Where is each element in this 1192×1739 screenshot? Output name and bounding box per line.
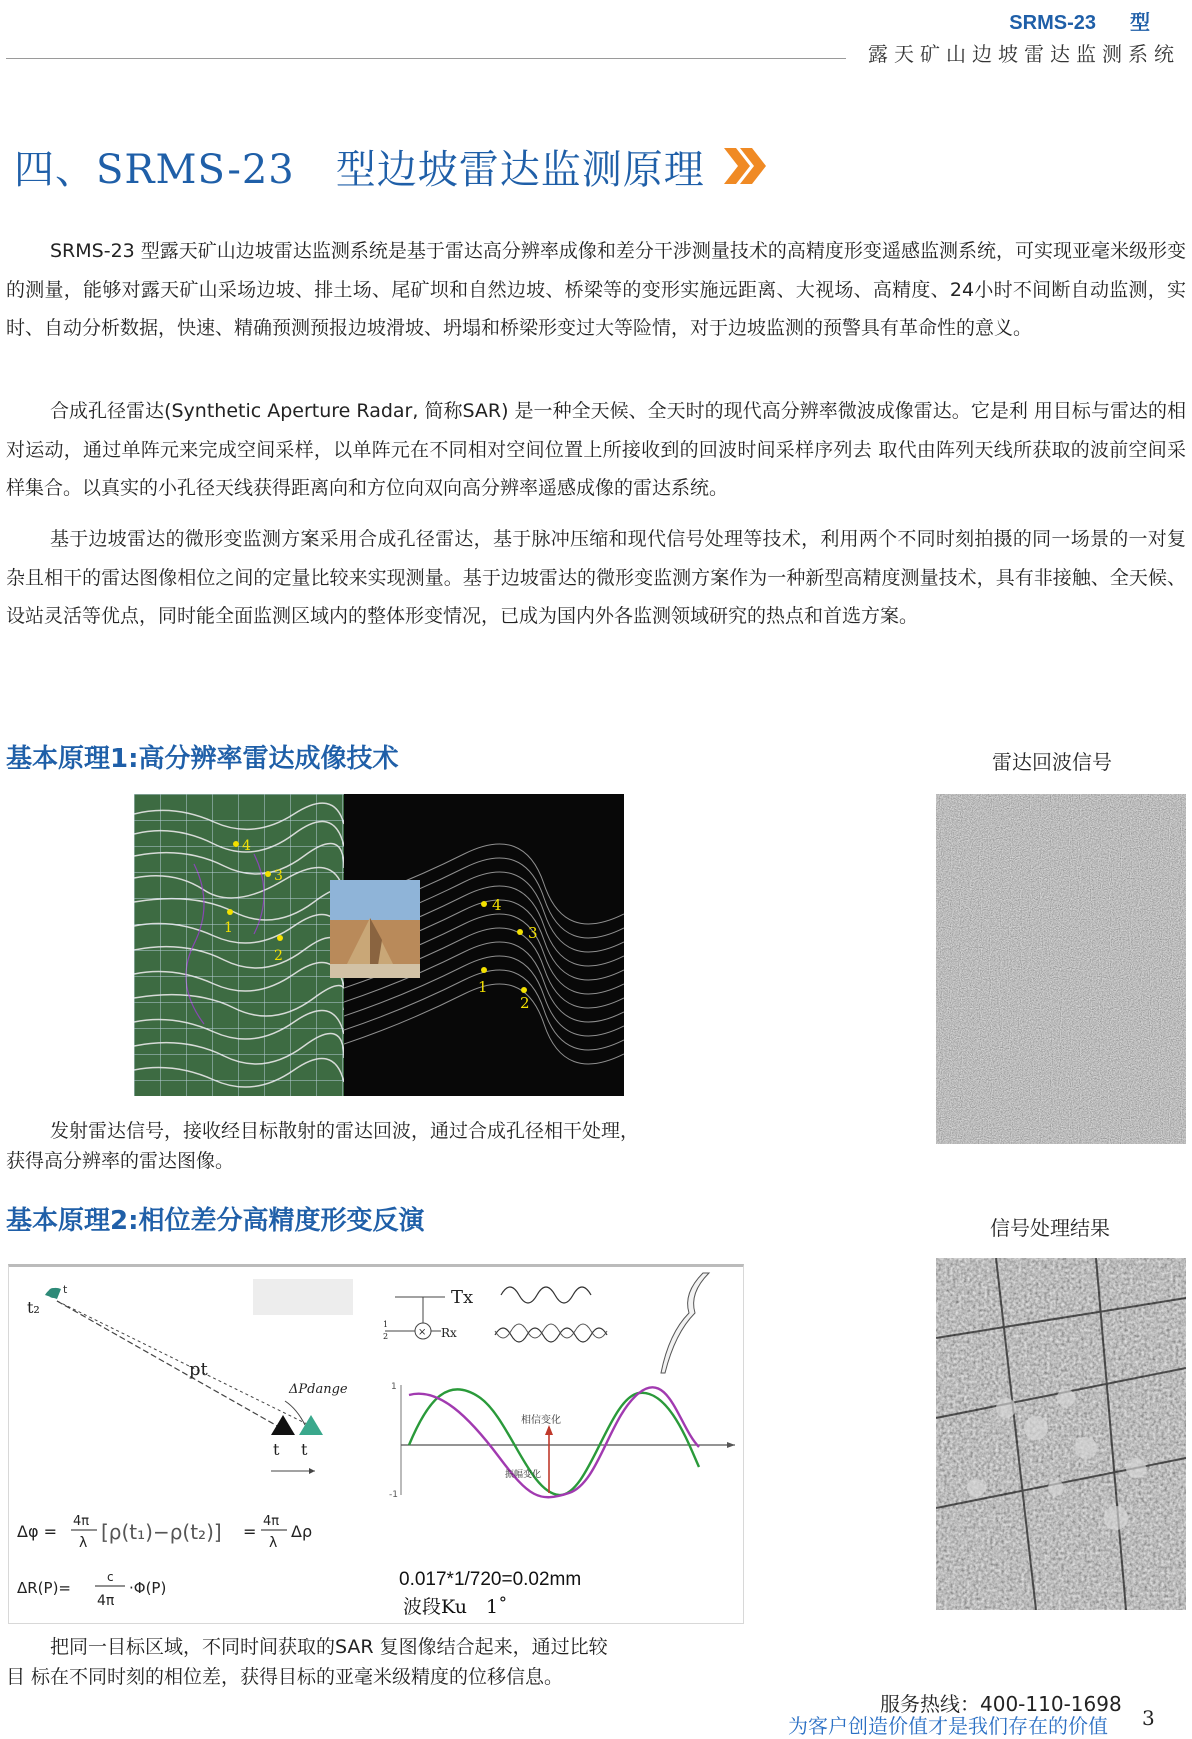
rx-label: Rx — [441, 1326, 457, 1340]
map-point-label: 1 — [224, 920, 233, 936]
delta-pdange-label: ΔPdange — [289, 1382, 348, 1397]
principle1-caption: 发射雷达信号，接收经目标散射的雷达回波，通过合成孔径相干处理， 获得高分辨率的雷达图像。 — [6, 1120, 640, 1172]
principle2-caption: 把同一目标区域，不同时间获取的SAR 复图像结合起来，通过比较 目 标在不同时刻的相位差，获得目标的亚毫米级精度的位移信息。 — [6, 1636, 608, 1688]
radar-point-label: 1 — [478, 978, 488, 996]
svg-text:λ: λ — [79, 1535, 88, 1551]
calc-text: 0.017*1/720=0.02mm — [399, 1569, 582, 1590]
svg-text:4π: 4π — [97, 1593, 115, 1609]
map-point-label: 3 — [274, 868, 283, 884]
model-type: 型 — [1130, 12, 1150, 34]
pt-label: pt — [189, 1359, 208, 1380]
sar-paragraph: 合成孔径雷达(Synthetic Aperture Radar, 简称SAR) 是一种全天候、全天时的现代高分辨率微波成像雷达。它是利 用目标与雷达的相对运动，通过单阵元来完成空间采样，以单阵元在不同相对空间位置上所接收到的回波时间采样序列去 取代由阵列天线所获取的波前空间采样集合。以真实的小孔径天线获得距离向和方位向双向高分辨率遥感成像的雷达系统。 — [6, 400, 1186, 499]
company-slogan: 为客户创造价值才是我们存在的价值 — [788, 1714, 1108, 1738]
svg-text:·Φ(P): ·Φ(P) — [129, 1579, 167, 1597]
satellite-icon — [45, 1288, 61, 1299]
svg-text:2: 2 — [383, 1332, 389, 1341]
radar-point-label: 4 — [492, 896, 502, 914]
svg-text:=: = — [243, 1522, 257, 1541]
radar-echo-caption: 雷达回波信号 — [992, 750, 1112, 774]
signal-processing-image — [936, 1258, 1186, 1610]
svg-text:c: c — [107, 1570, 114, 1584]
t1-marker: t — [273, 1440, 280, 1459]
header-model — [1009, 6, 1150, 35]
model-name: SRMS-23 — [1009, 12, 1096, 34]
principle1-heading: 基本原理1:高分辨率雷达成像技术 — [6, 744, 399, 774]
radar-point-label: 3 — [528, 924, 538, 942]
phase-difference-diagram — [8, 1264, 744, 1624]
topographic-map-image — [134, 794, 344, 1096]
processing-result-caption: 信号处理结果 — [990, 1216, 1110, 1240]
svg-text:Δρ: Δρ — [291, 1522, 313, 1541]
amplitude-change-label: 振幅变化 — [505, 1470, 542, 1480]
svg-text:ΔR(P)=: ΔR(P)= — [17, 1579, 72, 1597]
svg-text:1: 1 — [383, 1320, 389, 1329]
principle2-heading: 基本原理2:相位差分高精度形变反演 — [6, 1206, 425, 1236]
map-point-label: 2 — [274, 948, 283, 964]
svg-text:t: t — [63, 1283, 68, 1296]
svg-text:-1: -1 — [389, 1490, 398, 1500]
header-divider — [6, 58, 846, 59]
phase-change-label: 相信变化 — [521, 1415, 561, 1426]
svg-text:×: × — [418, 1327, 427, 1338]
scheme-paragraph: 基于边坡雷达的微形变监测方案采用合成孔径雷达，基于脉冲压缩和现代信号处理等技术，利用两个不同时刻拍摄的同一场景的一对复杂且相干的雷达图像相位之间的定量比较来实现测量。基于边坡雷达的微形变监测方案作为一种新型高精度测量技术，具有非接触、全天候、设站灵活等优点，同时能全面监测区域内的整体形变情况，已成为国内外各监测领域研究的热点和首选方案。 — [6, 528, 1186, 627]
t2-label: t₂ — [27, 1298, 40, 1317]
double-chevron-icon — [724, 148, 768, 184]
svg-text:4π: 4π — [73, 1514, 90, 1529]
band-text: 波段Ku 1˚ — [403, 1596, 508, 1618]
radar-echo-image — [936, 794, 1186, 1144]
slope-photo — [330, 880, 420, 978]
radar-point-label: 2 — [520, 994, 530, 1012]
svg-text:1: 1 — [391, 1382, 397, 1392]
page-number: 3 — [1142, 1706, 1155, 1730]
service-hotline: 服务热线：400-110-1698 — [880, 1692, 1122, 1716]
svg-text:λ: λ — [269, 1535, 278, 1551]
svg-text:Δφ =: Δφ = — [17, 1522, 57, 1541]
tx-label: Tx — [451, 1287, 474, 1308]
t2-marker: t — [301, 1440, 308, 1459]
map-point-label: 4 — [242, 838, 251, 854]
svg-text:4π: 4π — [263, 1514, 280, 1529]
svg-text:[ρ(t₁)−ρ(t₂)]: [ρ(t₁)−ρ(t₂)] — [101, 1520, 222, 1544]
intro-paragraph: SRMS-23 型露天矿山边坡雷达监测系统是基于雷达高分辨率成像和差分干涉测量技术的高精度形变遥感监测系统，可实现亚毫米级形变的测量，能够对露天矿山采场边坡、排土场、尾矿坝和自然边坡、桥梁等的变形实施远距离、大视场、高精度、24小时不间断自动监测，实时、自动分析数据，快速、精确预测预报边坡滑坡、坍塌和桥梁形变过大等险情，对于边坡监测的预警具有革命性的意义。 — [6, 240, 1186, 339]
section-title: 四、SRMS-23 型边坡雷达监测原理 — [14, 147, 705, 193]
header-subtitle: 露天矿山边坡雷达监测系统 — [868, 42, 1180, 66]
